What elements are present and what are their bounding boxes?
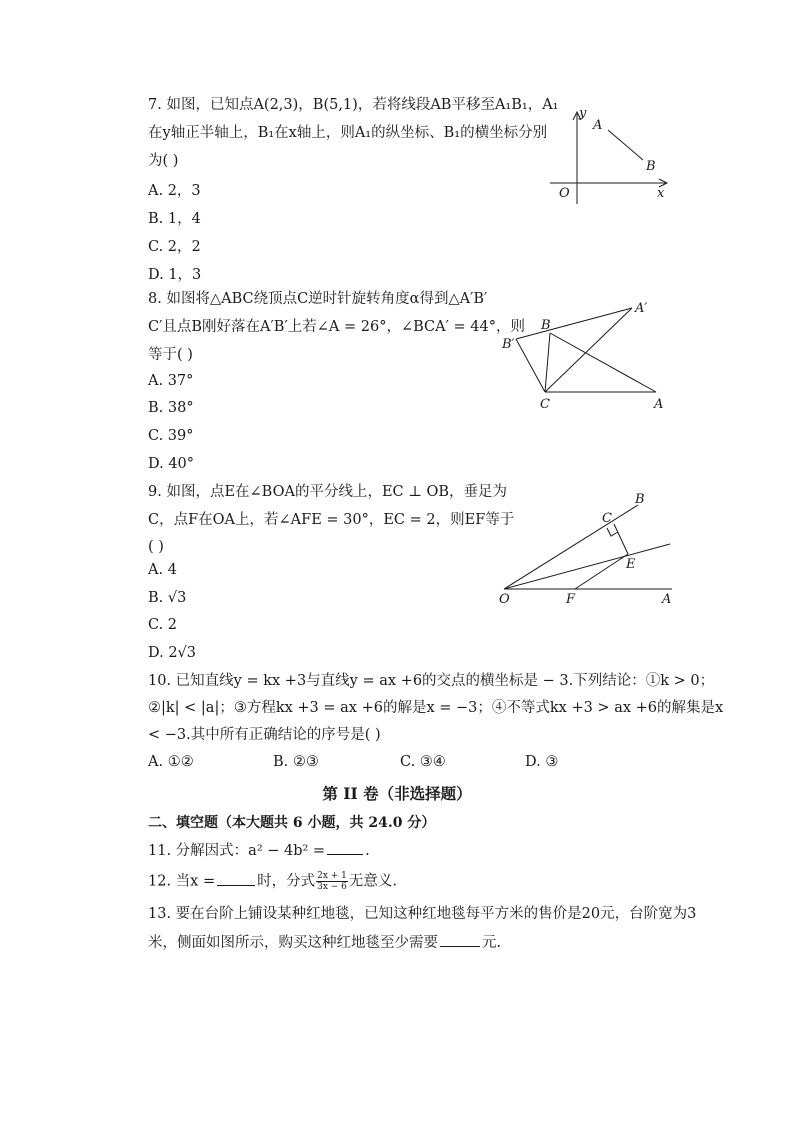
- q9-line-1: 9. 如图，点E在∠BOA的平分线上，EC ⊥ OB，垂足为: [148, 484, 508, 500]
- q8-segment-b-a: [550, 333, 656, 392]
- q10-line-1: 10. 已知直线y = kx +3与直线y = ax +6的交点的横坐标是 − 3.下列结论：①k > 0；: [148, 673, 715, 689]
- q8-label-aprime: A′: [635, 301, 648, 316]
- q10-line-3: < −3.其中所有正确结论的序号是( ): [148, 727, 381, 743]
- fill-blank-header: 二、填空题（本大题共 6 小题，共 24.0 分）: [148, 815, 436, 831]
- q8-label-c: C: [540, 397, 550, 412]
- q12-fraction-denominator: 3x − 6: [317, 882, 347, 892]
- section-title: 第 II 卷（非选择题）: [322, 784, 472, 803]
- q9-label-c: C: [602, 511, 612, 526]
- q7-label-o: O: [559, 186, 570, 201]
- q7-option-c: C. 2，2: [148, 239, 201, 255]
- q12-answer-blank[interactable]: [217, 872, 255, 886]
- q13-line-1: 13. 要在台阶上铺设某种红地毯，已知这种红地毯每平方米的售价是20元，台阶宽为3: [148, 906, 697, 922]
- q10-option-b: B. ②③: [273, 754, 319, 770]
- q10-line-2: ②|k| < |a|；③方程kx +3 = ax +6的解是x = −3；④不等式kx +3 > ax +6的解集是x: [148, 700, 724, 716]
- q12-fraction-numerator: 2x + 1: [317, 871, 347, 881]
- q9-line-2: C，点F在OA上，若∠AFE = 30°，EC = 2，则EF等于: [148, 512, 515, 528]
- q12-fraction: [316, 871, 348, 892]
- q7-label-b: B: [646, 159, 656, 174]
- q9-option-d: D. 2√3: [148, 645, 197, 661]
- q9-angle-bisector-figure: [494, 488, 679, 610]
- q8-option-a: A. 37°: [148, 373, 194, 389]
- q8-option-d: D. 40°: [148, 456, 195, 472]
- q7-label-x: x: [657, 186, 665, 201]
- q12-line: [148, 871, 397, 892]
- q8-label-bprime: B′: [502, 337, 515, 352]
- q7-option-b: B. 1，4: [148, 211, 201, 227]
- q7-line-2: 在y轴正半轴上，B₁在x轴上，则A₁的纵坐标、B₁的横坐标分别: [148, 125, 548, 141]
- q8-label-b: B: [541, 318, 551, 333]
- q8-option-c: C. 39°: [148, 428, 194, 444]
- q12-text-mid: 时，分式: [257, 873, 316, 890]
- q7-line-3: 为( ): [148, 153, 179, 169]
- q7-line-1: 7. 如图，已知点A(2,3)，B(5,1)，若将线段AB平移至A₁B₁，A₁: [148, 97, 559, 113]
- q9-line-3: ( ): [148, 539, 164, 555]
- q7-label-a: A: [593, 118, 603, 133]
- q8-line-2: C′且点B刚好落在A′B′上若∠A = 26°，∠BCA′ = 44°，则: [148, 319, 525, 335]
- q9-label-e: E: [626, 557, 636, 572]
- q13-text-end: 元.: [482, 935, 502, 951]
- q9-label-f: F: [566, 592, 576, 607]
- q8-line-3: 等于( ): [148, 347, 193, 363]
- q7-option-d: D. 1，3: [148, 267, 202, 283]
- q10-option-d: D. ③: [525, 754, 559, 770]
- q9-label-o: O: [499, 592, 510, 607]
- q8-label-a: A: [654, 397, 664, 412]
- q8-segment-b-c: [545, 333, 550, 392]
- q13-text: 米，侧面如图所示，购买这种红地毯至少需要: [148, 935, 438, 951]
- q11-answer-blank[interactable]: [327, 841, 363, 855]
- q11-line: [148, 841, 370, 860]
- q8-segment-c-aprime: [545, 308, 632, 392]
- q7-coordinate-figure: [545, 100, 675, 205]
- q12-text: 12. 当x =: [148, 873, 216, 890]
- q13-line-2: [148, 933, 501, 952]
- q13-answer-blank[interactable]: [440, 933, 480, 947]
- q8-option-b: B. 38°: [148, 400, 194, 416]
- q8-segment-bprime-aprime: [516, 308, 632, 339]
- q10-option-a: A. ①②: [148, 754, 194, 770]
- q7-label-y: y: [579, 106, 587, 121]
- q9-option-a: A. 4: [148, 562, 177, 578]
- q9-ray-ob: [504, 505, 638, 589]
- q8-line-1: 8. 如图将△ABC绕顶点C逆时针旋转角度α得到△A′B′: [148, 291, 488, 307]
- q9-label-b: B: [635, 492, 645, 507]
- q9-segment-ce: [614, 524, 628, 554]
- q9-option-b: B. √3: [148, 590, 187, 606]
- q10-option-c: C. ③④: [400, 754, 446, 770]
- q9-option-c: C. 2: [148, 617, 178, 633]
- q7-option-a: A. 2，3: [148, 183, 201, 199]
- q9-segment-fe: [575, 554, 628, 589]
- q9-bisector: [504, 544, 670, 589]
- q12-text-end: 无意义.: [348, 873, 398, 890]
- q9-label-a: A: [662, 592, 672, 607]
- q11-period: .: [365, 843, 370, 859]
- q7-segment-ab: [608, 130, 643, 160]
- q8-segment-bprime-c: [516, 339, 545, 392]
- q8-rotation-figure: [498, 295, 678, 415]
- q11-text: 11. 分解因式：a² − 4b² =: [148, 843, 326, 859]
